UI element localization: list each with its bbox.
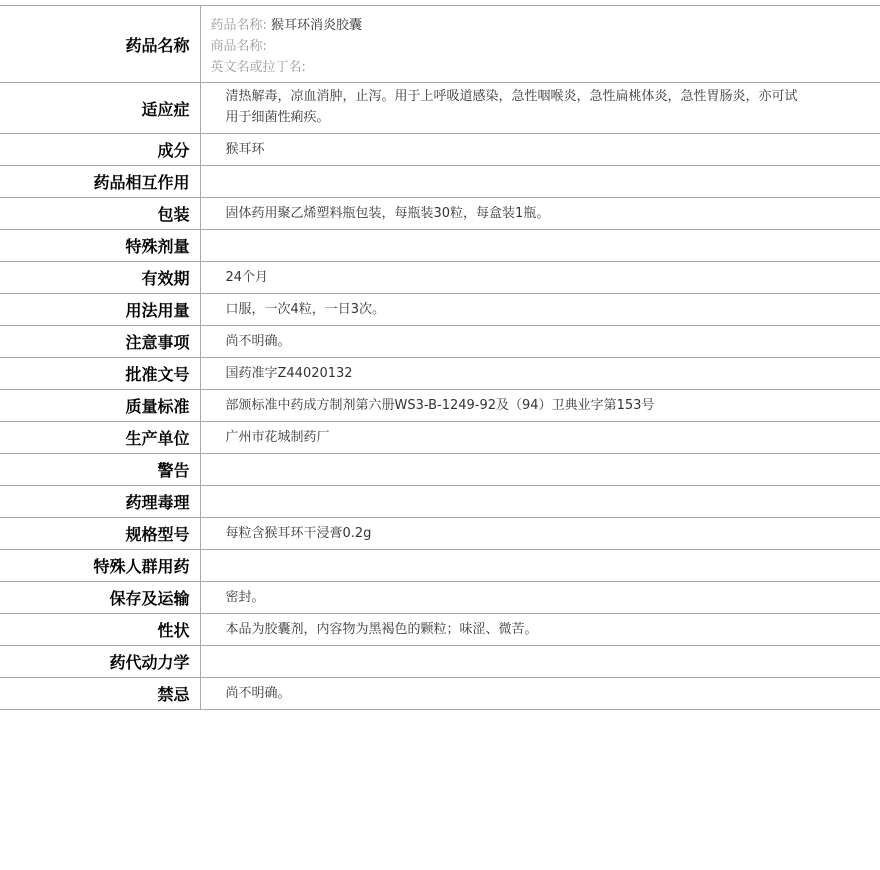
row-value-contraindications: 尚不明确。 <box>225 686 291 701</box>
table-row-shelf-life <box>0 262 880 294</box>
row-label-description: 性状 <box>0 614 200 646</box>
row-label-special-dosage: 特殊剂量 <box>0 230 200 262</box>
table-row-quality-standard <box>0 390 880 422</box>
table-row-interactions <box>0 166 880 198</box>
row-value-packaging: 固体药用聚乙烯塑料瓶包装，每瓶装30粒，每盒装1瓶。 <box>225 206 550 221</box>
row-label-drug-name: 药品名称 <box>0 6 200 83</box>
row-label-storage: 保存及运输 <box>0 582 200 614</box>
table-row-ingredients <box>0 134 880 166</box>
row-value-indications: 清热解毒，凉血消肿，止泻。用于上呼吸道感染，急性咽喉炎，急性扁桃体炎，急性胃肠炎，亦可试用于细菌性痢疾。 <box>225 89 798 125</box>
row-label-approval-number: 批准文号 <box>0 358 200 390</box>
english-name-key: 英文名或拉丁名: <box>210 60 306 75</box>
generic-name-key: 药品名称: <box>210 18 267 33</box>
english-name-line <box>211 57 880 78</box>
table-row-approval-number <box>0 358 880 390</box>
row-label-pharmacology-toxicology: 药理毒理 <box>0 486 200 518</box>
table-row-precautions <box>0 326 880 358</box>
trade-name-key: 商品名称: <box>210 39 267 54</box>
drug-spec-table <box>0 5 880 710</box>
table-row-special-dosage <box>0 230 880 262</box>
row-value-dosage: 口服，一次4粒，一日3次。 <box>225 302 386 317</box>
table-row-dosage <box>0 294 880 326</box>
row-label-dosage: 用法用量 <box>0 294 200 326</box>
table-row-warning <box>0 454 880 486</box>
table-row-pharmacokinetics <box>0 646 880 678</box>
row-label-manufacturer: 生产单位 <box>0 422 200 454</box>
row-value-quality-standard: 部颁标准中药成方制剂第六册WS3-B-1249-92及（94）卫典业字第153号 <box>225 398 655 413</box>
row-label-pharmacokinetics: 药代动力学 <box>0 646 200 678</box>
row-label-shelf-life: 有效期 <box>0 262 200 294</box>
row-value-approval-number: 国药准字Z44020132 <box>225 366 353 381</box>
row-label-packaging: 包装 <box>0 198 200 230</box>
table-row-special-populations <box>0 550 880 582</box>
row-label-indications: 适应症 <box>0 83 200 134</box>
row-label-interactions: 药品相互作用 <box>0 166 200 198</box>
table-row-manufacturer <box>0 422 880 454</box>
generic-name-value: 猴耳环消炎胶囊 <box>271 18 363 33</box>
row-value-manufacturer: 广州市花城制药厂 <box>225 430 330 445</box>
row-label-ingredients: 成分 <box>0 134 200 166</box>
table-row-contraindications <box>0 678 880 710</box>
table-row-specification <box>0 518 880 550</box>
row-value-special-populations <box>200 550 880 582</box>
row-value-special-dosage <box>200 230 880 262</box>
drug-spec-sheet <box>0 5 880 710</box>
row-value-precautions: 尚不明确。 <box>225 334 291 349</box>
row-value-ingredients: 猴耳环 <box>225 142 265 157</box>
table-row-pharmacology-toxicology <box>0 486 880 518</box>
table-row-description <box>0 614 880 646</box>
row-label-precautions: 注意事项 <box>0 326 200 358</box>
row-value-interactions <box>200 166 880 198</box>
trade-name-line <box>211 36 880 57</box>
row-value-description: 本品为胶囊剂，内容物为黑褐色的颗粒；味涩、微苦。 <box>225 622 538 637</box>
table-row-drug-name <box>0 6 880 83</box>
row-label-warning: 警告 <box>0 454 200 486</box>
table-row-packaging <box>0 198 880 230</box>
row-value-pharmacology-toxicology <box>200 486 880 518</box>
row-label-special-populations: 特殊人群用药 <box>0 550 200 582</box>
row-label-quality-standard: 质量标准 <box>0 390 200 422</box>
row-value-shelf-life: 24个月 <box>225 270 269 285</box>
row-value-storage: 密封。 <box>225 590 265 605</box>
row-label-contraindications: 禁忌 <box>0 678 200 710</box>
table-row-storage <box>0 582 880 614</box>
generic-name-line <box>211 15 880 36</box>
row-value-warning <box>200 454 880 486</box>
table-row-indications <box>0 83 880 134</box>
row-label-specification: 规格型号 <box>0 518 200 550</box>
row-value-drug-name <box>200 6 880 83</box>
row-value-pharmacokinetics <box>200 646 880 678</box>
row-value-specification: 每粒含猴耳环干浸膏0.2g <box>225 526 372 541</box>
